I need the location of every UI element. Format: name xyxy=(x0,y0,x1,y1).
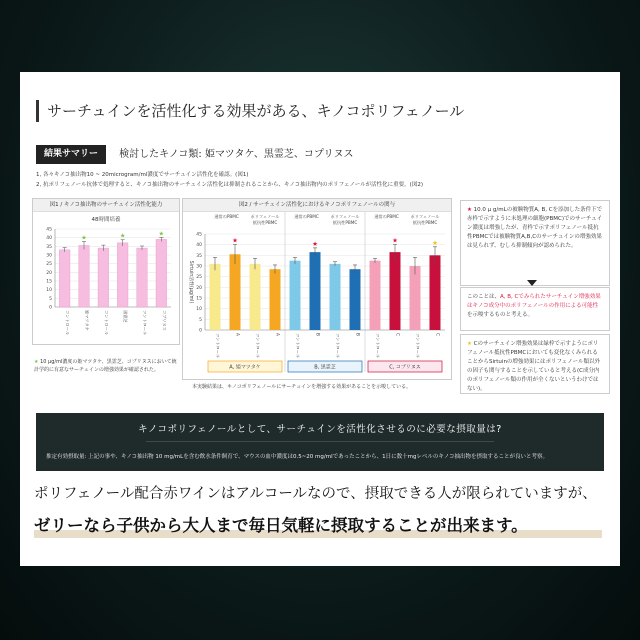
column-label: ポリフェノール xyxy=(250,214,280,219)
group-label: C, コプリヌス xyxy=(389,364,421,371)
box-1-text: 10.0 μ g/mLの被験物質A, B, Cを添加した条件下で赤枠で示すように未処理の細胞(PBMC)でのサーチュイン濃度は増強したが、青枠で示すポリフェノール抵抗性PBMCでは被験物質A,B,Cのサーチュインの増強効果は見られず、むしろ抑制傾向が認められた。 xyxy=(467,207,603,249)
y-tick-label: 5 xyxy=(49,296,52,302)
figure-1-title: 図1 / キノコ抽出物のサーチュイン活性化能力 xyxy=(33,199,179,212)
x-tick-label: A xyxy=(235,333,241,336)
note-1: 1, 各々キノコ抽出物10 ~ 20microgram/ml濃度でサーチュイン活性化を確認。(図1) xyxy=(36,172,249,178)
x-tick-label: C xyxy=(435,333,441,336)
bar xyxy=(250,264,261,330)
tagline-1: ポリフェノール配合赤ワインはアルコールなので、摂取できる人が限られていますが、 xyxy=(34,486,597,502)
y-tick-label: 35 xyxy=(46,244,52,250)
star-icon: ★ xyxy=(119,232,126,240)
x-tick-label: B xyxy=(315,333,321,336)
y-tick-label: 10 xyxy=(46,288,52,294)
star-icon: ★ xyxy=(467,207,472,213)
star-icon: ★ xyxy=(232,236,238,245)
column-label: 抵抗性PBMC xyxy=(252,220,278,225)
x-tick-label: コントロール xyxy=(415,333,421,359)
x-tick-label: コントロール xyxy=(375,333,381,359)
bar xyxy=(350,269,361,330)
y-tick-label: 40 xyxy=(46,236,52,242)
column-label: 抵抗性PBMC xyxy=(412,220,438,225)
bar xyxy=(156,239,167,307)
bar xyxy=(137,248,148,307)
x-tick-label: コントロール xyxy=(65,310,71,336)
intake-banner-text: 推定有効摂取量: 上記の事や、キノコ抽出物 10 mg/mLを含む飲水条件飼育で、マウスの血中濃度は0.5~20 mg/mlであったことから、1日に数十mgレベルのキノコ抽出物を摂取することが良いと考察。 xyxy=(46,454,549,460)
y-tick-label: 0 xyxy=(199,328,202,334)
star-icon: ★ xyxy=(158,230,165,238)
column-label: 通常のPBMC xyxy=(214,214,239,219)
x-tick-label: B xyxy=(355,333,361,336)
box-2-suffix: を示唆するものと考える。 xyxy=(467,312,534,318)
group-label: A, 姫マツタケ xyxy=(229,364,261,371)
y-axis-label: Sirtuin活性(μg/ml) xyxy=(188,260,193,304)
note-2: 2, 抗ポリフェノール抗体で処理すると、キノコ抽出物のサーチュイン活性化は抑制されることから、キノコ抽出物内のポリフェノールが活性化に重要。(図2) xyxy=(36,182,423,188)
column-label: 通常のPBMC xyxy=(294,214,319,219)
figure-2 xyxy=(182,198,452,380)
summary-label: 結果サマリー xyxy=(36,145,106,164)
y-tick-label: 10 xyxy=(196,307,202,313)
y-tick-label: 30 xyxy=(196,264,202,270)
y-tick-label: 45 xyxy=(196,232,202,238)
box-2-prefix: このことは、 xyxy=(467,294,501,300)
bar xyxy=(430,255,441,330)
y-tick-label: 45 xyxy=(46,227,52,233)
y-tick-label: 15 xyxy=(196,296,202,302)
bar xyxy=(117,243,128,307)
y-tick-label: 25 xyxy=(46,262,52,268)
figure-2-title: 図2 / サーチュイン活性化におけるキノコポリフェノールの関与 xyxy=(183,199,451,212)
y-tick-label: 20 xyxy=(196,285,202,291)
x-tick-label: コントロール xyxy=(103,310,109,336)
bar xyxy=(330,264,341,330)
summary-text: 検討したキノコ類: 姫マツタケ、黒霊芝、コプリヌス xyxy=(119,149,354,160)
star-icon: ★ xyxy=(34,359,39,365)
tagline-2: ゼリーなら子供から大人まで毎日気軽に摂取することが出来ます。 xyxy=(34,516,528,535)
bar xyxy=(390,252,401,330)
star-icon: ★ xyxy=(81,234,87,242)
bar xyxy=(410,266,421,330)
y-tick-label: 25 xyxy=(196,275,202,281)
page-title: サーチュインを活性化する効果がある、キノコポリフェノール xyxy=(36,100,464,122)
figure-1-chart xyxy=(33,223,179,343)
y-tick-label: 5 xyxy=(199,317,202,323)
summary-notes xyxy=(36,170,423,190)
box-3-text: Cのサーチュイン増強効果は緑枠で示すようにポリフェノール抵抗性PBMCにおいても変化なくみられることからSirtuinの増強効果にはポリフェノール類以外の因子も関与することを示していると考える(C成分内のポリフェノール類の作用が全くないというわけではない)。 xyxy=(467,341,600,392)
divider xyxy=(146,441,494,442)
figure-1 xyxy=(32,198,180,345)
bar xyxy=(270,269,281,330)
bar xyxy=(230,254,241,330)
x-tick-label: C xyxy=(395,333,401,336)
bar xyxy=(290,261,301,330)
x-tick-label: 姫マツタケ xyxy=(84,310,90,331)
star-icon: ★ xyxy=(432,238,438,247)
bar xyxy=(310,252,321,330)
arrow-down-icon xyxy=(527,280,537,286)
figure-1-subtitle: 48時間培養 xyxy=(91,217,121,223)
y-tick-label: 0 xyxy=(49,305,52,311)
bar xyxy=(79,245,90,307)
x-tick-label: コントロール xyxy=(255,333,261,359)
column-label: ポリフェノール xyxy=(330,214,360,219)
explanation-box-1 xyxy=(460,200,610,286)
x-tick-label: 黒霊芝 xyxy=(123,310,129,323)
box-2-highlight: A, B, Cでみられたサーチュイン増強効果はキノコ成分中のポリフェノールの作用による可能性 xyxy=(467,294,601,309)
content-card xyxy=(20,72,620,566)
x-tick-label: コントロール xyxy=(295,333,301,359)
y-tick-label: 20 xyxy=(46,270,52,276)
x-tick-label: コントロール xyxy=(335,333,341,359)
figure-1-note-text: 10 μg/ml濃度の姫マツタケ、黒霊芝、コプリヌスにおいて統計学的に有意なサーチュインの増強効果が確認された。 xyxy=(34,359,177,373)
intake-banner-title: キノコポリフェノールとして、サーチュインを活性化させるのに必要な摂取量は? xyxy=(138,424,502,435)
star-icon: ★ xyxy=(312,239,318,248)
intake-banner xyxy=(36,413,604,471)
y-tick-label: 35 xyxy=(196,253,202,259)
x-tick-label: コプリヌス xyxy=(161,310,167,331)
bar xyxy=(370,261,381,330)
y-tick-label: 30 xyxy=(46,253,52,259)
star-icon: ★ xyxy=(392,236,398,245)
column-label: 通常のPBMC xyxy=(374,214,399,219)
x-tick-label: A xyxy=(275,333,281,336)
bar xyxy=(98,248,109,307)
summary-row xyxy=(36,145,353,164)
bar xyxy=(59,250,70,307)
x-tick-label: コントロール xyxy=(142,310,148,336)
star-icon: ★ xyxy=(467,341,472,347)
y-tick-label: 15 xyxy=(46,279,52,285)
figure-1-note xyxy=(34,358,178,374)
bar xyxy=(210,264,221,330)
figure-2-note: 本実験結果は、キノコポリフェノールにサーチュインを増強する効果があることを示唆している。 xyxy=(192,384,412,390)
group-label: B, 黒霊芝 xyxy=(314,364,336,371)
y-tick-label: 40 xyxy=(196,243,202,249)
column-label: 抵抗性PBMC xyxy=(332,220,358,225)
explanation-box-2 xyxy=(460,287,610,331)
figure-2-chart xyxy=(183,212,451,378)
x-tick-label: コントロール xyxy=(215,333,221,359)
explanation-box-3 xyxy=(460,334,610,394)
column-label: ポリフェノール xyxy=(410,214,440,219)
